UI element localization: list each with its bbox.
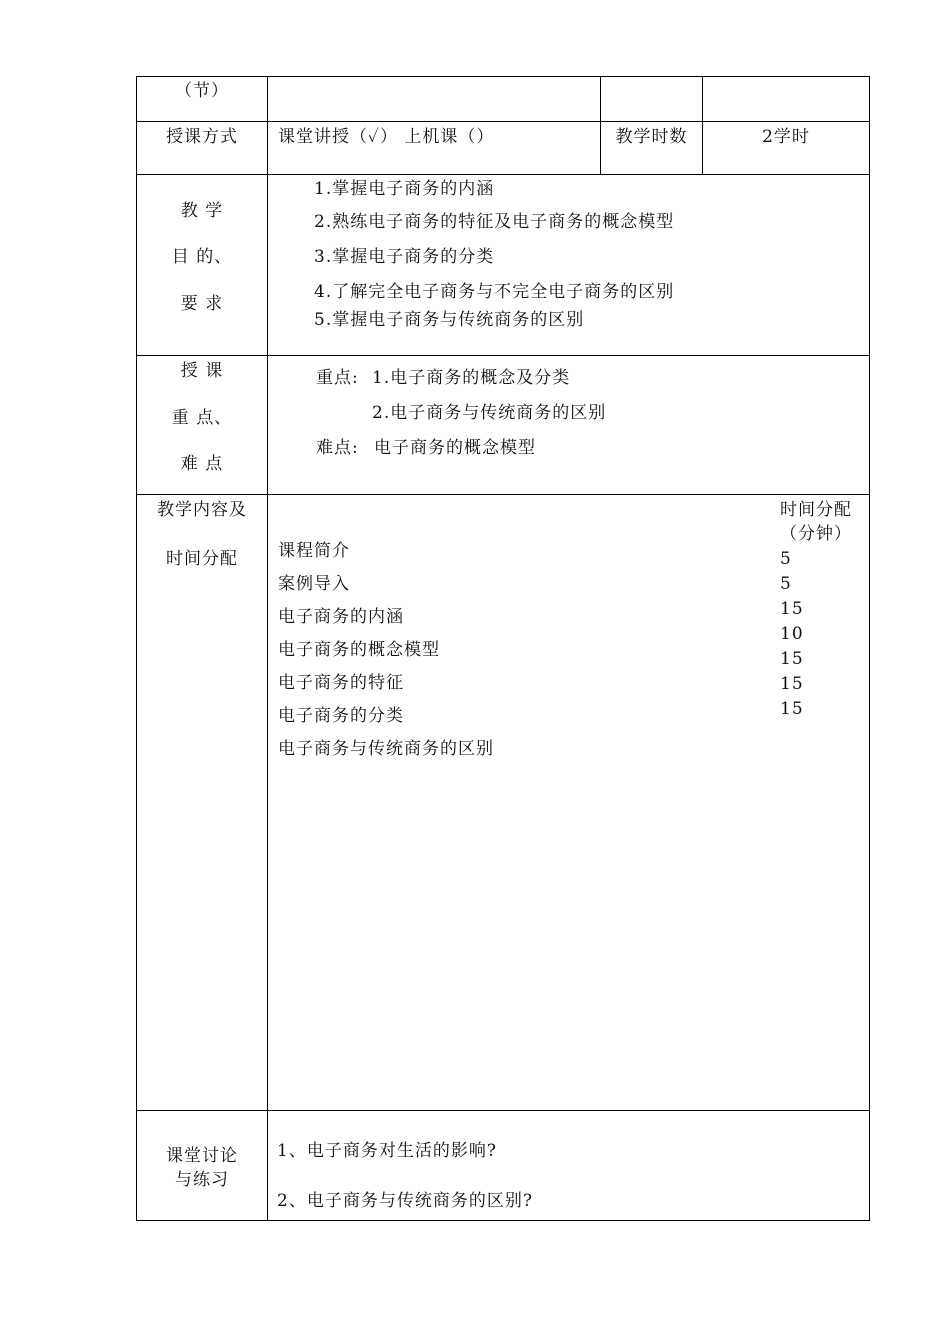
time-value: 15: [780, 649, 804, 669]
objectives-label-line: 要 求: [180, 294, 224, 314]
discussion-label-line: 与练习: [175, 1170, 229, 1190]
table-border-bottom: [136, 1220, 870, 1221]
discussion-label-line: 课堂讨论: [166, 1146, 238, 1166]
content-topic: 案例导入: [278, 574, 350, 594]
column-divider: [267, 76, 268, 1221]
content-label-line: 教学内容及: [157, 500, 247, 520]
time-header-unit: （分钟）: [780, 524, 852, 544]
key-point-item: 2.电子商务与传统商务的区别: [372, 403, 607, 423]
teaching-method-value: 课堂讲授（✓） 上机课（）: [278, 127, 495, 147]
time-value: 10: [780, 624, 804, 644]
objectives-label-line: 目 的、: [171, 247, 233, 267]
content-topic: 电子商务的内涵: [278, 607, 404, 627]
time-value: 15: [780, 699, 804, 719]
row-divider: [136, 121, 870, 122]
key-points-heading: 重点:: [316, 368, 359, 388]
difficulty-heading: 难点:: [316, 438, 359, 458]
content-topic: 电子商务的分类: [278, 706, 404, 726]
discussion-item: 2、电子商务与传统商务的区别?: [277, 1191, 533, 1211]
content-topic: 电子商务的特征: [278, 673, 404, 693]
objective-item: 2.熟练电子商务的特征及电子商务的概念模型: [314, 212, 675, 232]
objective-item: 3.掌握电子商务的分类: [314, 247, 495, 267]
key-points-label-line: 重 点、: [171, 408, 233, 428]
teaching-method-label: 授课方式: [166, 127, 238, 147]
row-divider: [136, 355, 870, 356]
section-label: （节）: [175, 81, 229, 101]
column-divider: [702, 76, 703, 174]
time-value: 5: [780, 574, 792, 594]
row-divider: [136, 174, 870, 175]
objective-item: 1.掌握电子商务的内涵: [314, 179, 495, 199]
time-value: 15: [780, 674, 804, 694]
content-topic: 电子商务的概念模型: [278, 640, 440, 660]
teaching-hours-label: 教学时数: [615, 127, 688, 147]
key-points-label-line: 授 课: [180, 361, 224, 381]
content-topic: 电子商务与传统商务的区别: [278, 739, 494, 759]
column-divider: [600, 76, 601, 174]
key-points-label-line: 难 点: [180, 454, 224, 474]
content-topic: 课程简介: [278, 541, 350, 561]
teaching-hours-value: 2学时: [762, 127, 810, 147]
time-value: 15: [780, 599, 804, 619]
key-point-item: 1.电子商务的概念及分类: [372, 368, 571, 388]
objective-item: 4.了解完全电子商务与不完全电子商务的区别: [314, 282, 675, 302]
time-value: 5: [780, 549, 792, 569]
content-label-line: 时间分配: [166, 549, 238, 569]
objectives-label-line: 教 学: [180, 201, 224, 221]
table-border-right: [869, 76, 870, 1221]
table-border-top: [136, 76, 870, 77]
time-header: 时间分配: [780, 500, 852, 520]
discussion-item: 1、电子商务对生活的影响?: [277, 1141, 497, 1161]
row-divider: [136, 1110, 870, 1111]
difficulty-text: 电子商务的概念模型: [374, 438, 536, 458]
row-divider: [136, 494, 870, 495]
objective-item: 5.掌握电子商务与传统商务的区别: [314, 310, 585, 330]
